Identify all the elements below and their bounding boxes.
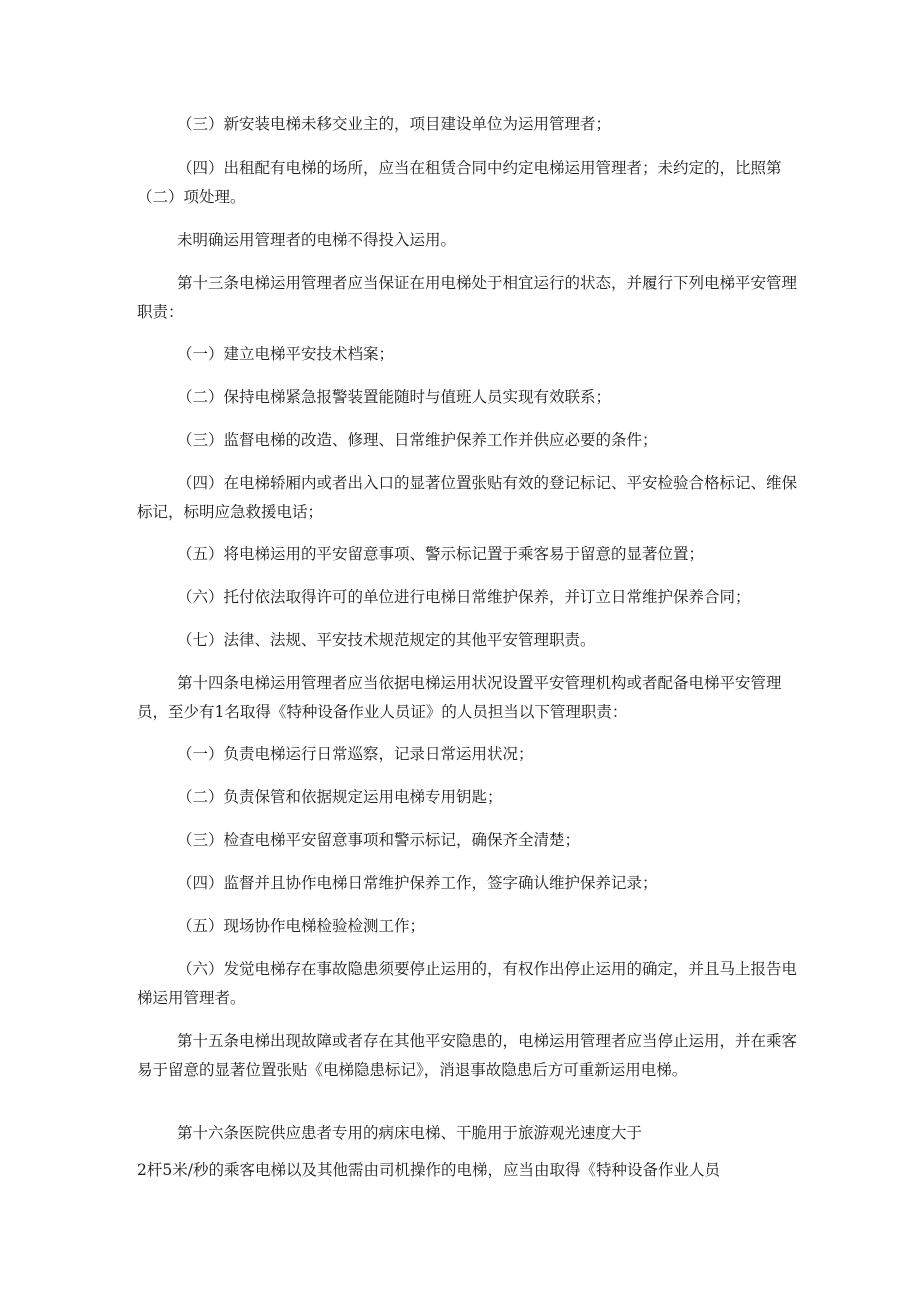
paragraph-article-16-continued: 2杆5米/秒的乘客电梯以及其他需由司机操作的电梯，应当由取得《特种设备作业人员 — [137, 1161, 720, 1179]
paragraph-article-16: 第十六条医院供应患者专用的病床电梯、干脆用于旅游观光速度大于 — [177, 1124, 643, 1142]
paragraph-unassigned-manager: 未明确运用管理者的电梯不得投入运用。 — [177, 231, 457, 249]
paragraph-article-13: 第十三条电梯运用管理者应当保证在用电梯处于相宜运行的状态，并履行下列电梯平安管理职责： — [137, 274, 798, 321]
paragraph-clause-4-rental: （四）出租配有电梯的场所，应当在租赁合同中约定电梯运用管理者；未约定的，比照第（二）项处理。 — [137, 159, 782, 206]
paragraph-a13-item-7: （七）法律、法规、平安技术规范规定的其他平安管理职责。 — [177, 631, 596, 649]
paragraph-a13-item-5: （五）将电梯运用的平安留意事项、警示标记置于乘客易于留意的显著位置； — [177, 545, 705, 563]
paragraph-a14-item-5: （五）现场协作电梯检验检测工作； — [177, 917, 426, 935]
paragraph-clause-3-new-install: （三）新安装电梯未移交业主的，项目建设单位为运用管理者； — [177, 115, 612, 133]
paragraph-a13-item-2: （二）保持电梯紧急报警装置能随时与值班人员实现有效联系； — [177, 388, 612, 406]
paragraph-a13-item-4: （四）在电梯轿厢内或者出入口的显著位置张贴有效的登记标记、平安检验合格标记、维保标记，标明应急救援电话； — [137, 474, 798, 521]
paragraph-a13-item-1: （一）建立电梯平安技术档案； — [177, 345, 395, 363]
paragraph-a14-item-4: （四）监督并且协作电梯日常维护保养工作，签字确认维护保养记录； — [177, 874, 658, 892]
paragraph-article-15: 第十五条电梯出现故障或者存在其他平安隐患的，电梯运用管理者应当停止运用，并在乘客易于留意的显著位置张贴《电梯隐患标记》，消退事故隐患后方可重新运用电梯。 — [137, 1032, 798, 1079]
paragraph-article-14: 第十四条电梯运用管理者应当依据电梯运用状况设置平安管理机构或者配备电梯平安管理员，至少有1名取得《特种设备作业人员证》的人员担当以下管理职责： — [137, 674, 782, 721]
paragraph-a13-item-3: （三）监督电梯的改造、修理、日常维护保养工作并供应必要的条件； — [177, 431, 658, 449]
paragraph-a14-item-6: （六）发觉电梯存在事故隐患须要停止运用的，有权作出停止运用的确定，并且马上报告电梯运用管理者。 — [137, 960, 798, 1007]
paragraph-a14-item-3: （三）检查电梯平安留意事项和警示标记，确保齐全清楚； — [177, 831, 581, 849]
paragraph-a14-item-2: （二）负责保管和依据规定运用电梯专用钥匙； — [177, 788, 503, 806]
paragraph-a13-item-6: （六）托付依法取得许可的单位进行电梯日常维护保养，并订立日常维护保养合同； — [177, 588, 751, 606]
paragraph-a14-item-1: （一）负责电梯运行日常巡察，记录日常运用状况； — [177, 745, 534, 763]
